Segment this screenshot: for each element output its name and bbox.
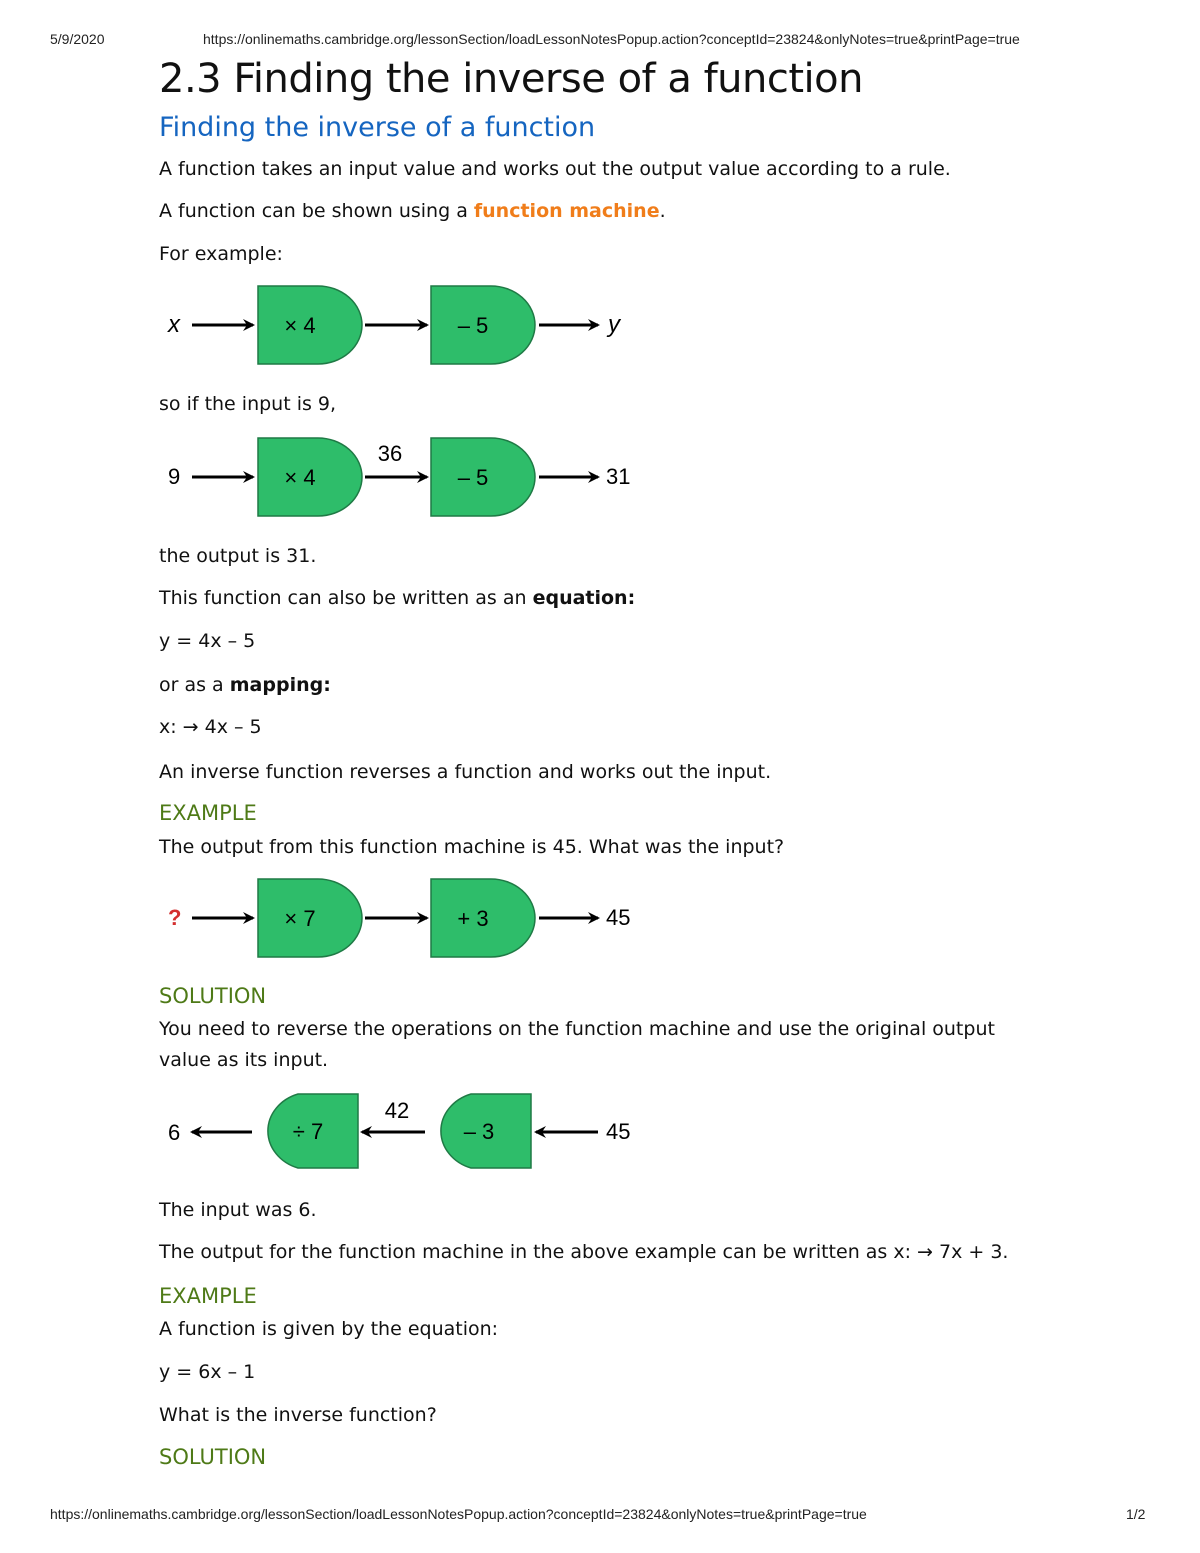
equation-intro: [159, 582, 635, 614]
solution-1-line-2: value as its input.: [159, 1049, 329, 1071]
intermediate-value: 42: [384, 1098, 410, 1123]
mapping-term: mapping:: [229, 674, 331, 696]
equation-intro-text: This function can also be written as an: [159, 587, 533, 609]
intermediate-value: 36: [377, 441, 403, 466]
operation-label: × 7: [284, 906, 316, 931]
mapping-intro-text: or as a: [159, 674, 230, 696]
mapping-example-expression: x: → 7x + 3.: [893, 1241, 1009, 1263]
input-nine-text: so if the input is 9,: [159, 393, 337, 415]
input-value: 9: [168, 464, 181, 489]
function-machine-period: .: [659, 200, 666, 222]
section-heading: Finding the inverse of a function: [159, 112, 596, 143]
for-example-text: For example:: [159, 243, 283, 265]
input-was-text: The input was 6.: [159, 1199, 317, 1221]
function-machine-diagram-2: [0, 434, 700, 520]
output-value: 45: [606, 905, 631, 930]
operation-label: × 4: [284, 465, 316, 490]
function-machine-diagram-1: [0, 282, 700, 368]
output-y-label: y: [608, 311, 620, 338]
print-date: 5/9/2020: [50, 31, 105, 47]
intro-paragraph: A function takes an input value and works out the output value according to a rule.: [159, 158, 951, 180]
equation-2: y = 6x – 1: [159, 1361, 256, 1383]
example-2-text: A function is given by the equation:: [159, 1318, 499, 1340]
inverse-definition: An inverse function reverses a function and works out the input.: [159, 761, 772, 783]
page-number: 1/2: [1126, 1506, 1146, 1522]
output-value: 31: [606, 464, 631, 489]
function-machine-paragraph: [159, 195, 666, 227]
mapping-intro: [159, 669, 331, 701]
example-label-1: EXAMPLE: [159, 801, 257, 825]
operation-label: ÷ 7: [292, 1119, 324, 1144]
output-text: the output is 31.: [159, 545, 317, 567]
solution-label-2: SOLUTION: [159, 1445, 267, 1469]
solution-label-1: SOLUTION: [159, 984, 267, 1008]
mapping-example-intro: The output for the function machine in the above example can be written as: [159, 1241, 894, 1263]
start-value: 45: [606, 1119, 631, 1144]
input-x-label: x: [168, 311, 180, 338]
mapping-1: x: → 4x – 5: [159, 716, 262, 738]
print-footer-url: https://onlinemaths.cambridge.org/lessonSection/loadLessonNotesPopup.action?conceptId=23824&onlyNotes=true&printPage=true: [50, 1506, 867, 1522]
operation-label: – 5: [457, 313, 489, 338]
operation-label: × 4: [284, 313, 316, 338]
solution-1-line-1: You need to reverse the operations on the function machine and use the original output: [159, 1018, 995, 1040]
result-value: 6: [168, 1120, 181, 1145]
function-machine-diagram-4: [0, 1090, 700, 1176]
operation-label: + 3: [457, 906, 489, 931]
mapping-example-text: [159, 1236, 1008, 1268]
example-label-2: EXAMPLE: [159, 1284, 257, 1308]
unknown-input: ?: [168, 905, 182, 930]
inverse-question: What is the inverse function?: [159, 1404, 437, 1426]
operation-label: – 3: [463, 1119, 495, 1144]
print-header-url: https://onlinemaths.cambridge.org/lessonSection/loadLessonNotesPopup.action?conceptId=23824&onlyNotes=true&printPage=true: [203, 31, 1020, 47]
function-machine-text: A function can be shown using a: [159, 200, 474, 222]
operation-label: – 5: [457, 465, 489, 490]
equation-term: equation:: [532, 587, 636, 609]
function-machine-diagram-3: [0, 875, 700, 961]
page-title: 2.3 Finding the inverse of a function: [159, 56, 863, 102]
example-1-question: The output from this function machine is 45. What was the input?: [159, 836, 785, 858]
function-machine-term: function machine: [473, 200, 660, 222]
equation-1: y = 4x – 5: [159, 630, 256, 652]
